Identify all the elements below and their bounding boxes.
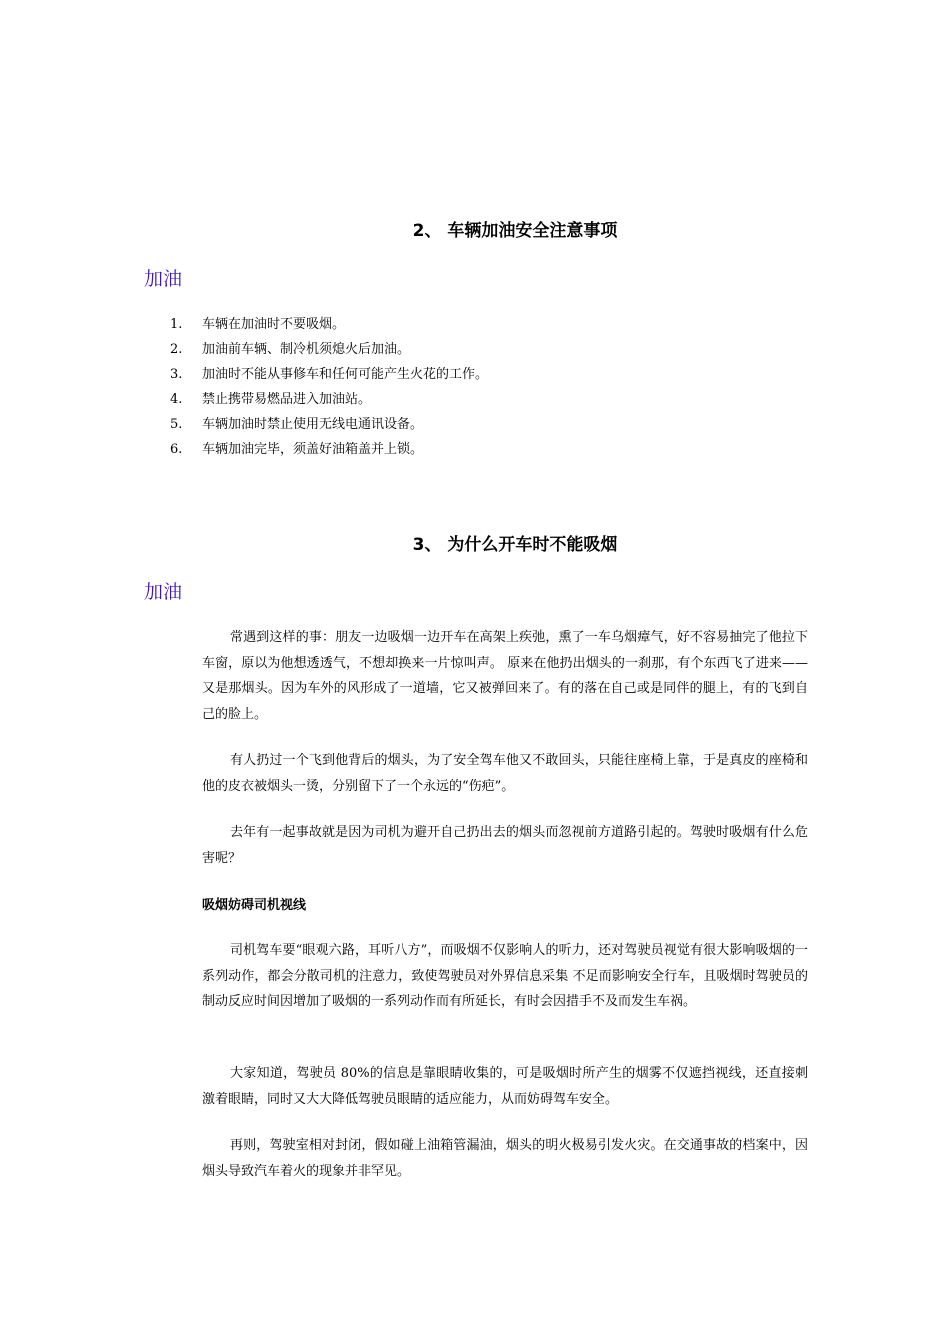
list-item-number: 3. (170, 367, 183, 382)
paragraph-block (202, 1061, 808, 1112)
list-item-text: 加油时不能从事修车和任何可能产生火花的工作。 (202, 367, 489, 382)
list-item-text: 车辆在加油时不要吸烟。 (202, 317, 346, 332)
paragraph: 去年有一起事故就是因为司机为避开自己扔出去的烟头而忽视前方道路引起的。驾驶时吸烟有什么危害呢？ (202, 825, 808, 866)
section-3-subheading: 加油 (144, 581, 183, 603)
list-item-text: 车辆加油时禁止使用无线电通讯设备。 (202, 417, 424, 432)
paragraph-block (202, 748, 808, 799)
list-item (170, 342, 488, 367)
paragraph: 有人扔过一个飞到他背后的烟头，为了安全驾车他又不敢回头，只能往座椅上靠，于是真皮的座椅和他的皮衣被烟头一烫，分别留下了一个永远的“伤疤”。 (202, 753, 808, 794)
paragraph: 大家知道，驾驶员 80%的信息是靠眼睛收集的，可是吸烟时所产生的烟雾不仅遮挡视线，还直接刺激着眼睛，同时又大大降低驾驶员眼睛的适应能力，从而妨碍驾车安全。 (202, 1066, 808, 1107)
list-item-number: 5. (170, 417, 183, 432)
list-item-number: 1. (170, 317, 183, 332)
list-item (170, 392, 488, 417)
paragraph-block (202, 938, 808, 1015)
list-item-number: 6. (170, 442, 183, 457)
list-item-number: 4. (170, 392, 183, 407)
list-item (170, 367, 488, 392)
section-3-title: 3、 为什么开车时不能吸烟 (412, 535, 618, 555)
paragraph-block (202, 820, 808, 871)
section-2-subheading: 加油 (144, 268, 183, 290)
paragraph-block (202, 625, 808, 727)
list-item-text: 加油前车辆、制冷机须熄火后加油。 (202, 342, 411, 357)
refueling-rules-list (170, 317, 488, 467)
section-2-title: 2、 车辆加油安全注意事项 (412, 221, 618, 241)
paragraph: 司机驾车要“眼观六路，耳听八方”，而吸烟不仅影响人的听力，还对驾驶员视觉有很大影响吸烟的一系列动作，都会分散司机的注意力，致使驾驶员对外界信息采集 不足而影响安全行车，且吸烟时驾驶员的制动反应时间因增加了吸烟的一系列动作而有所延长，有时会因措手不及而发生车祸。 (202, 943, 808, 1009)
list-item-text: 禁止携带易燃品进入加油站。 (202, 392, 372, 407)
paragraph-block (202, 1133, 808, 1184)
list-item-number: 2. (170, 342, 183, 357)
list-item-text: 车辆加油完毕，须盖好油箱盖并上锁。 (202, 442, 424, 457)
list-item (170, 417, 488, 442)
list-item (170, 317, 488, 342)
paragraph: 常遇到这样的事：朋友一边吸烟一边开车在高架上疾弛，熏了一车乌烟瘴气，好不容易抽完了他拉下车窗，原以为他想透透气，不想却换来一片惊叫声。 原来在他扔出烟头的一刹那，有个东西飞了进来——又是那烟头。因为车外的风形成了一道墙，它又被弹回来了。有的落在自己或是同伴的腿上，有的飞到自己的脸上。 (202, 630, 808, 722)
paragraph: 再则，驾驶室相对封闭，假如碰上油箱管漏油，烟头的明火极易引发火灾。在交通事故的档案中，因烟头导致汽车着火的现象并非罕见。 (202, 1138, 808, 1179)
bold-subheading: 吸烟妨碍司机视线 (202, 898, 307, 913)
list-item (170, 442, 488, 467)
